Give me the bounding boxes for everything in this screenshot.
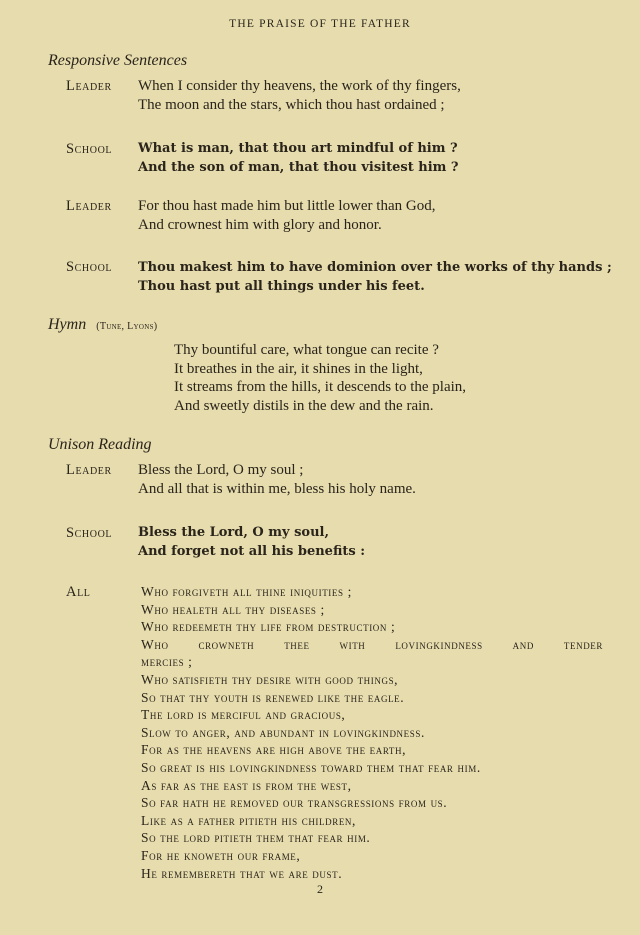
reading-line: mercies ; — [141, 654, 193, 670]
reading-line: Thou makest him to have dominion over the works of thy hands ; — [138, 260, 612, 275]
reading-line: So the lord pitieth them that fear him. — [141, 830, 371, 846]
reading-line: Bless the Lord, O my soul, — [138, 525, 330, 540]
reading-line: Bless the Lord, O my soul ; — [138, 462, 304, 478]
reading-line: Who forgiveth all thine iniquities ; — [141, 584, 352, 599]
reading-line: So that thy youth is renewed like the eagle. — [141, 689, 405, 705]
reading-line: What is man, that thou art mindful of him ? — [138, 141, 458, 156]
all-reading — [141, 583, 603, 882]
role-label: Leader — [66, 462, 112, 478]
responsive-block — [138, 140, 459, 177]
reading-line: And all that is within me, bless his holy name. — [138, 480, 416, 497]
reading-line: Who satisfieth thy desire with good things, — [141, 671, 399, 687]
hymn-verse — [174, 341, 466, 415]
role-label: All — [66, 584, 91, 600]
reading-line: Slow to anger, and abundant in lovingkindness. — [141, 724, 425, 740]
reading-line: He remembereth that we are dust. — [141, 865, 343, 881]
role-label: Leader — [66, 78, 112, 94]
hymn-line: It breathes in the air, it shines in the light, — [174, 360, 423, 377]
section-title-hymn — [48, 316, 157, 334]
responsive-block — [138, 197, 435, 234]
role-label: School — [66, 259, 113, 275]
reading-line: Who crowneth thee with lovingkindness and tender — [141, 636, 603, 652]
reading-line: The lord is merciful and gracious, — [141, 707, 346, 723]
role-label: Leader — [66, 198, 112, 214]
unison-block — [138, 524, 365, 561]
hymn-line: And sweetly distils in the dew and the rain. — [174, 397, 434, 414]
reading-line: For he knoweth our frame, — [141, 847, 301, 863]
reading-line: For as the heavens are high above the earth, — [141, 742, 407, 758]
reading-line: And crownest him with glory and honor. — [138, 216, 382, 233]
reading-line: Like as a father pitieth his children, — [141, 812, 356, 828]
role-label: School — [66, 141, 113, 157]
reading-line: Who healeth all thy diseases ; — [141, 601, 325, 617]
reading-line: As far as the east is from the west, — [141, 777, 352, 793]
reading-line: When I consider thy heavens, the work of thy fingers, — [138, 78, 461, 94]
hymn-line: Thy bountiful care, what tongue can recite ? — [174, 342, 439, 358]
reading-line: Thou hast put all things under his feet. — [138, 278, 425, 294]
section-title-responsive: Responsive Sentences — [48, 52, 188, 69]
reading-line: And the son of man, that thou visitest him ? — [138, 159, 459, 175]
hymn-line: It streams from the hills, it descends to the plain, — [174, 379, 467, 395]
reading-line: The moon and the stars, which thou hast ordained ; — [138, 96, 445, 113]
reading-line: So great is his lovingkindness toward them that fear him. — [141, 759, 481, 775]
reading-line: Who redeemeth thy life from destruction ; — [141, 619, 396, 635]
responsive-block — [138, 77, 461, 114]
reading-line: For thou hast made him but little lower than God, — [138, 198, 436, 214]
responsive-block — [138, 259, 612, 296]
unison-block — [138, 461, 416, 498]
hymn-title: Hymn — [48, 316, 87, 333]
section-title-unison: Unison Reading — [48, 436, 152, 453]
hymn-tune: (Tune, Lyons) — [96, 321, 158, 332]
reading-line: So far hath he removed our transgressions from us. — [141, 795, 448, 811]
reading-line: And forget not all his benefits : — [138, 543, 366, 559]
role-label: School — [66, 525, 113, 541]
page-number: 2 — [317, 882, 323, 896]
running-head: THE PRAISE OF THE FATHER — [229, 18, 411, 30]
